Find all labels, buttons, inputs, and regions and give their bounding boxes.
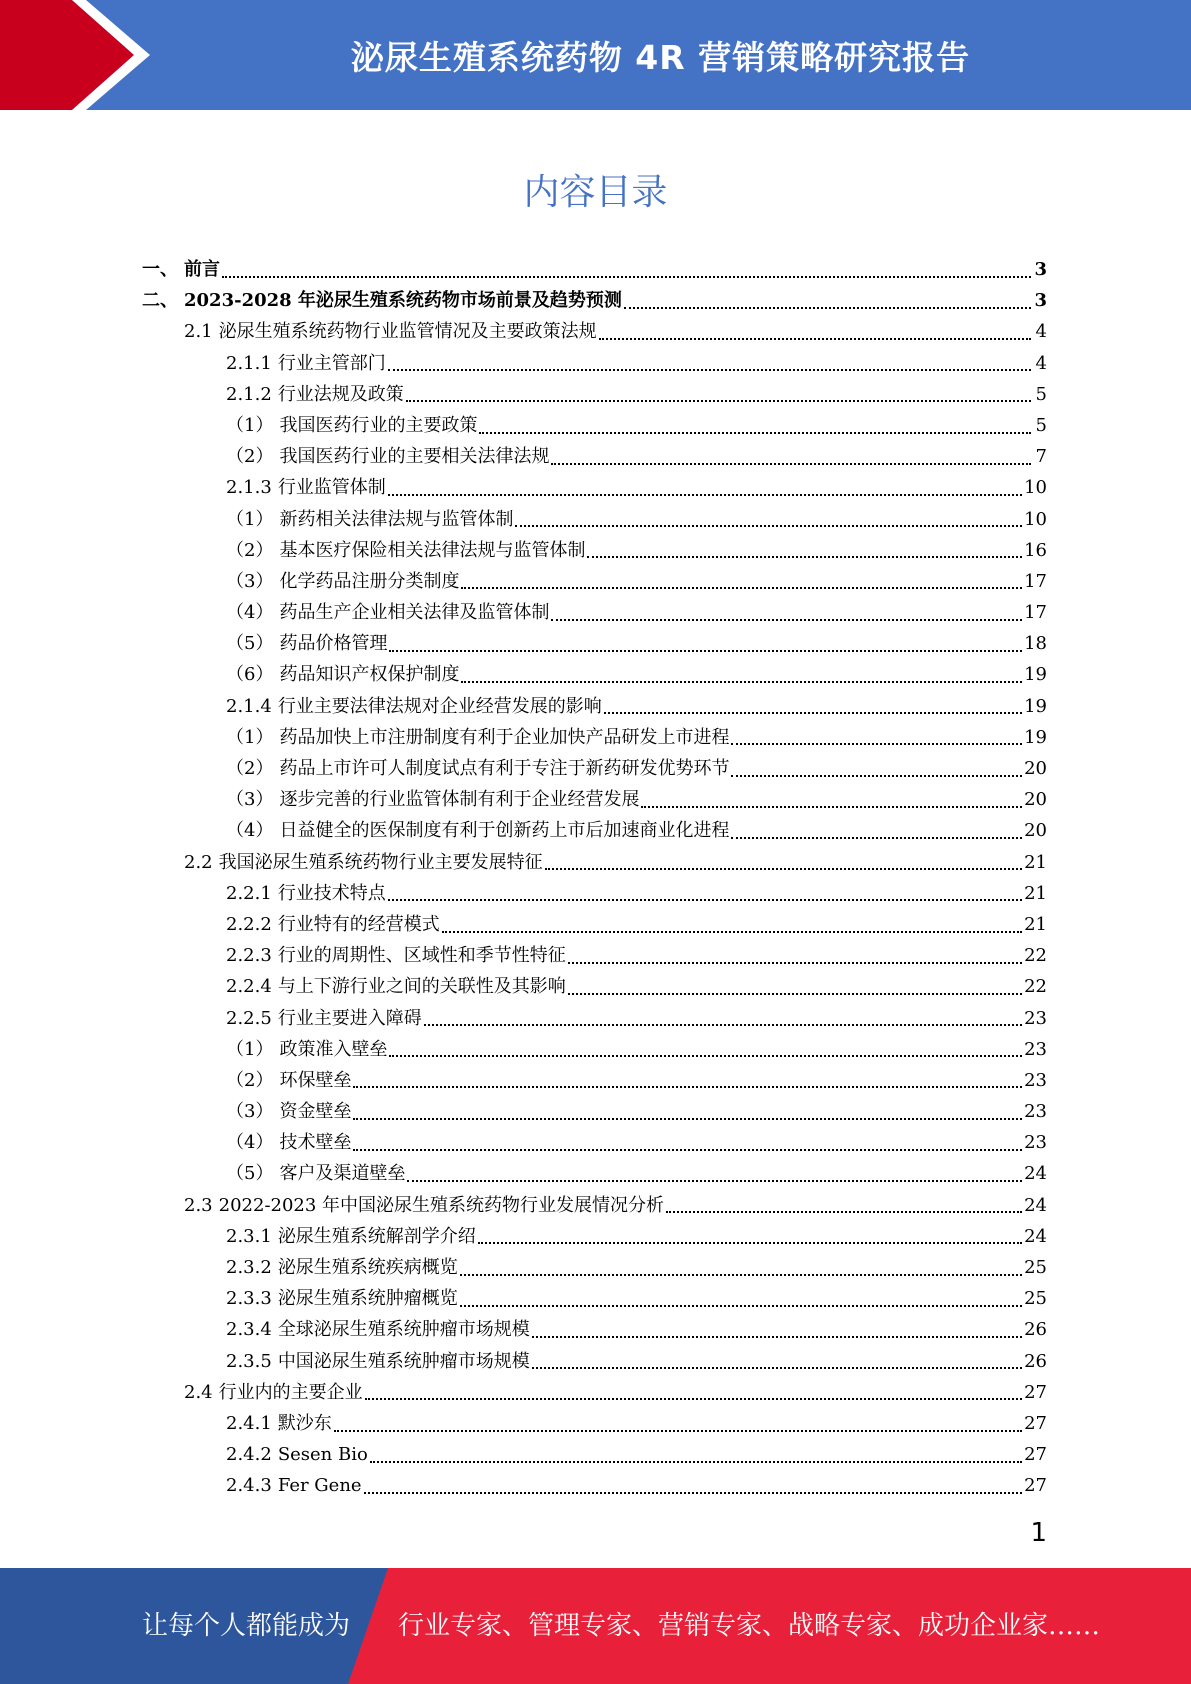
toc-entry-number: （1） <box>226 414 274 436</box>
toc-entry-number: （1） <box>226 1038 274 1060</box>
toc-entry-title: 我国医药行业的主要政策 <box>279 414 478 436</box>
toc-entry-page: 7 <box>1035 446 1047 468</box>
toc-entry-number: （3） <box>226 1101 274 1123</box>
toc-entry-page: 27 <box>1024 1444 1047 1466</box>
toc-entry[interactable] <box>142 566 1047 597</box>
toc-dot-leader <box>353 1118 1022 1120</box>
toc-heading: 内容目录 <box>523 172 668 213</box>
toc-entry[interactable] <box>142 691 1047 722</box>
toc-entry-title: 行业法规及政策 <box>277 383 404 405</box>
toc-dot-leader <box>370 1461 1022 1463</box>
toc-entry-page: 17 <box>1024 602 1047 624</box>
toc-entry[interactable] <box>142 1408 1047 1439</box>
toc-entry-page: 23 <box>1024 1069 1047 1091</box>
toc-entry[interactable] <box>142 254 1047 285</box>
toc-dot-leader <box>407 1180 1022 1182</box>
toc-entry-page: 20 <box>1024 758 1047 779</box>
page-number: 1 <box>1030 1518 1047 1548</box>
toc-entry-number: 2.3.3 <box>226 1288 272 1310</box>
toc-entry-title: 行业技术特点 <box>277 882 386 904</box>
toc-entry[interactable] <box>142 878 1047 909</box>
toc-entry[interactable] <box>142 628 1047 659</box>
toc-entry-page: 18 <box>1024 633 1047 655</box>
toc-entry-title: 化学药品注册分类制度 <box>279 570 460 592</box>
toc-entry-title: 全球泌尿生殖系统肿瘤市场规模 <box>277 1319 530 1341</box>
toc-entry-title: 药品价格管理 <box>279 633 388 655</box>
toc-entry[interactable] <box>142 659 1047 690</box>
toc-entry-number: （4） <box>226 602 274 624</box>
toc-dot-leader <box>442 931 1022 933</box>
toc-dot-leader <box>568 993 1022 995</box>
toc-entry[interactable] <box>142 784 1047 815</box>
toc-entry-number: （3） <box>226 570 274 592</box>
toc-entry-page: 4 <box>1035 352 1047 374</box>
toc-dot-leader <box>389 650 1022 652</box>
toc-entry-title: 泌尿生殖系统解剖学介绍 <box>277 1225 476 1247</box>
toc-dot-leader <box>731 837 1022 839</box>
toc-entry-page: 21 <box>1024 913 1047 935</box>
toc-entry-page: 19 <box>1024 664 1047 686</box>
toc-entry-page: 20 <box>1024 789 1047 811</box>
toc-entry[interactable] <box>142 1439 1047 1470</box>
toc-entry-number: 2.3.5 <box>226 1350 272 1372</box>
toc-entry-number: 2.1.2 <box>226 383 272 405</box>
toc-entry[interactable] <box>142 348 1047 379</box>
toc-entry-number: 2.2.5 <box>226 1007 272 1029</box>
toc-entry-number: 一、 <box>142 259 178 280</box>
toc-entry-title: 药品上市许可人制度试点有利于专注于新药研发优势环节 <box>279 758 730 779</box>
toc-entry-number: 2.3 <box>184 1194 213 1216</box>
toc-entry-title: 我国医药行业的主要相关法律法规 <box>279 446 550 468</box>
toc-entry-title: 行业的周期性、区域性和季节性特征 <box>277 945 566 967</box>
toc-entry-title: 逐步完善的行业监管体制有利于企业经营发展 <box>279 789 640 811</box>
toc-dot-leader <box>532 1367 1022 1369</box>
toc-entry-page: 17 <box>1024 570 1047 592</box>
toc-entry-title: 行业主要进入障碍 <box>277 1007 422 1029</box>
toc-entry-number: （2） <box>226 539 274 561</box>
toc-entry[interactable] <box>142 1003 1047 1034</box>
toc-dot-leader <box>353 1149 1022 1151</box>
toc-dot-leader <box>353 1086 1022 1088</box>
toc-entry[interactable] <box>142 597 1047 628</box>
toc-entry-title: 2022-2023 年中国泌尿生殖系统药物行业发展情况分析 <box>218 1194 665 1216</box>
toc-entry[interactable] <box>142 472 1047 503</box>
toc-dot-leader <box>424 1024 1022 1026</box>
toc-dot-leader <box>334 1430 1022 1432</box>
toc-dot-leader <box>222 276 1031 278</box>
toc-entry-page: 26 <box>1024 1319 1047 1341</box>
toc-entry-title: 药品生产企业相关法律及监管体制 <box>279 602 550 624</box>
toc-entry-number: （2） <box>226 758 274 779</box>
toc-entry-number: （1） <box>226 508 274 530</box>
footer-slogan-left: 让每个人都能成为 <box>142 1611 351 1641</box>
toc-entry[interactable] <box>142 815 1047 846</box>
toc-entry-title: 前言 <box>184 259 220 280</box>
toc-dot-leader <box>406 400 1031 402</box>
toc-entry-page: 19 <box>1024 695 1047 717</box>
toc-entry-title: 泌尿生殖系统疾病概览 <box>277 1257 458 1278</box>
toc-entry-number: （3） <box>226 789 274 811</box>
toc-entry-number: （2） <box>226 1069 274 1091</box>
toc-entry-number: 2.2.3 <box>226 945 272 967</box>
toc-dot-leader <box>641 806 1022 808</box>
toc-entry-title: 行业内的主要企业 <box>218 1381 363 1403</box>
toc-entry-page: 27 <box>1024 1475 1047 1497</box>
toc-entry-page: 5 <box>1035 414 1047 436</box>
toc-dot-leader <box>479 432 1031 434</box>
toc-dot-leader <box>624 307 1031 309</box>
toc-dot-leader <box>731 743 1022 745</box>
toc-dot-leader <box>551 463 1031 465</box>
toc-dot-leader <box>599 338 1031 340</box>
toc-entry-title: 中国泌尿生殖系统肿瘤市场规模 <box>277 1350 530 1372</box>
toc-entry-page: 23 <box>1024 1007 1047 1029</box>
toc-entry-title: 资金壁垒 <box>279 1101 352 1123</box>
toc-entry[interactable] <box>142 1346 1047 1377</box>
table-of-contents <box>142 254 1047 1502</box>
toc-dot-leader <box>388 899 1022 901</box>
toc-entry-title: 与上下游行业之间的关联性及其影响 <box>277 976 566 998</box>
toc-entry-number: 2.3.2 <box>226 1257 272 1278</box>
toc-entry-number: （4） <box>226 820 274 842</box>
toc-dot-leader <box>388 369 1031 371</box>
toc-entry-title: 基本医疗保险相关法律法规与监管体制 <box>279 539 586 561</box>
toc-entry-title: 日益健全的医保制度有利于创新药上市后加速商业化进程 <box>279 820 730 842</box>
toc-entry-page: 22 <box>1024 976 1047 998</box>
toc-dot-leader <box>551 619 1022 621</box>
toc-entry-page: 10 <box>1024 477 1047 499</box>
toc-entry[interactable] <box>142 940 1047 971</box>
toc-entry-number: 2.1.1 <box>226 352 272 374</box>
toc-dot-leader <box>460 1274 1022 1276</box>
toc-dot-leader <box>604 712 1022 714</box>
toc-entry-page: 27 <box>1024 1412 1047 1434</box>
toc-entry-page: 3 <box>1034 259 1047 280</box>
toc-entry-page: 5 <box>1035 383 1047 405</box>
toc-entry[interactable] <box>142 1377 1047 1408</box>
toc-entry[interactable] <box>142 753 1047 784</box>
toc-dot-leader <box>388 494 1022 496</box>
toc-entry[interactable] <box>142 1283 1047 1314</box>
toc-entry[interactable] <box>142 1190 1047 1221</box>
toc-entry[interactable] <box>142 379 1047 410</box>
toc-entry-number: （5） <box>226 633 274 655</box>
toc-entry-page: 25 <box>1024 1288 1047 1310</box>
toc-entry-page: 26 <box>1024 1350 1047 1372</box>
toc-dot-leader <box>532 1336 1022 1338</box>
toc-dot-leader <box>389 1055 1022 1057</box>
toc-entry-page: 10 <box>1024 508 1047 530</box>
toc-entry-page: 27 <box>1024 1381 1047 1403</box>
toc-entry[interactable] <box>142 847 1047 878</box>
toc-entry-title: 泌尿生殖系统肿瘤概览 <box>277 1288 458 1310</box>
toc-dot-leader <box>460 1305 1022 1307</box>
toc-dot-leader <box>364 1492 1023 1494</box>
toc-entry-page: 23 <box>1024 1101 1047 1123</box>
toc-entry-page: 20 <box>1024 820 1047 842</box>
toc-entry-title: 泌尿生殖系统药物行业监管情况及主要政策法规 <box>218 321 597 343</box>
toc-entry-title: 技术壁垒 <box>279 1132 352 1154</box>
toc-entry[interactable] <box>142 1096 1047 1127</box>
toc-entry[interactable] <box>142 535 1047 566</box>
toc-entry-page: 24 <box>1024 1163 1047 1185</box>
toc-entry[interactable] <box>142 1158 1047 1189</box>
toc-entry-title: 行业主管部门 <box>277 352 386 374</box>
toc-entry-page: 23 <box>1024 1038 1047 1060</box>
toc-entry-title: 新药相关法律法规与监管体制 <box>279 508 514 530</box>
toc-entry-number: 2.2.2 <box>226 913 272 935</box>
toc-dot-leader <box>666 1211 1022 1213</box>
toc-entry-number: 2.4.3 <box>226 1475 272 1497</box>
toc-entry-number: 2.1.4 <box>226 695 272 717</box>
toc-dot-leader <box>365 1398 1022 1400</box>
toc-entry-page: 19 <box>1024 726 1047 748</box>
toc-entry-title: 行业监管体制 <box>277 477 386 499</box>
toc-entry[interactable] <box>142 1065 1047 1096</box>
report-title: 泌尿生殖系统药物 4R 营销策略研究报告 <box>350 37 971 77</box>
toc-entry-number: （2） <box>226 446 274 468</box>
page-header <box>0 0 1191 110</box>
toc-entry[interactable] <box>142 316 1047 347</box>
toc-entry-number: （6） <box>226 664 274 686</box>
toc-entry-number: 2.1.3 <box>226 477 272 499</box>
toc-entry-page: 25 <box>1024 1257 1047 1278</box>
toc-entry-page: 3 <box>1034 290 1047 312</box>
toc-entry-title: 行业特有的经营模式 <box>277 913 440 935</box>
toc-entry[interactable] <box>142 1034 1047 1065</box>
toc-entry-number: （1） <box>226 726 274 748</box>
page-footer <box>0 1568 1191 1684</box>
toc-entry-number: 2.1 <box>184 321 213 343</box>
toc-entry-number: 2.2.4 <box>226 976 272 998</box>
toc-entry-page: 21 <box>1024 882 1047 904</box>
toc-entry[interactable] <box>142 504 1047 535</box>
toc-entry-number: 2.2.1 <box>226 882 272 904</box>
toc-entry-number: 2.4.2 <box>226 1444 272 1466</box>
toc-entry-title: 行业主要法律法规对企业经营发展的影响 <box>277 695 602 717</box>
toc-entry-title: 政策准入壁垒 <box>279 1038 388 1060</box>
toc-entry[interactable] <box>142 1470 1047 1501</box>
toc-entry-page: 4 <box>1035 321 1047 343</box>
toc-entry-number: 2.4.1 <box>226 1412 272 1434</box>
toc-dot-leader <box>461 681 1022 683</box>
toc-entry[interactable] <box>142 1221 1047 1252</box>
toc-entry-number: 2.2 <box>184 851 213 873</box>
toc-dot-leader <box>731 775 1022 777</box>
toc-dot-leader <box>587 556 1022 558</box>
toc-entry[interactable] <box>142 410 1047 441</box>
toc-entry-number: 二、 <box>142 290 178 312</box>
toc-entry-number: （4） <box>226 1132 274 1154</box>
toc-entry-number: 2.3.4 <box>226 1319 272 1341</box>
toc-entry-page: 24 <box>1024 1194 1047 1216</box>
toc-entry-title: 默沙东 <box>277 1412 332 1434</box>
toc-entry[interactable] <box>142 285 1047 316</box>
toc-entry-title: 2023-2028 年泌尿生殖系统药物市场前景及趋势预测 <box>184 290 622 312</box>
toc-entry[interactable] <box>142 441 1047 472</box>
toc-entry-number: （5） <box>226 1163 274 1185</box>
toc-entry-title: Sesen Bio <box>277 1444 368 1466</box>
toc-entry-title: 我国泌尿生殖系统药物行业主要发展特征 <box>218 851 543 873</box>
toc-entry-title: 客户及渠道壁垒 <box>279 1163 406 1185</box>
toc-dot-leader <box>478 1242 1022 1244</box>
toc-dot-leader <box>545 868 1022 870</box>
toc-entry-page: 16 <box>1024 539 1047 561</box>
toc-dot-leader <box>461 587 1022 589</box>
toc-entry-title: Fer Gene <box>277 1475 362 1497</box>
toc-entry[interactable] <box>142 722 1047 753</box>
toc-entry[interactable] <box>142 1252 1047 1283</box>
toc-entry-title: 药品知识产权保护制度 <box>279 664 460 686</box>
toc-entry-page: 23 <box>1024 1132 1047 1154</box>
toc-entry-page: 21 <box>1024 851 1047 873</box>
toc-entry-page: 24 <box>1024 1225 1047 1247</box>
toc-entry-number: 2.4 <box>184 1381 213 1403</box>
toc-entry-number: 2.3.1 <box>226 1225 272 1247</box>
toc-entry-title: 环保壁垒 <box>279 1069 352 1091</box>
toc-entry[interactable] <box>142 1314 1047 1345</box>
toc-dot-leader <box>568 962 1022 964</box>
toc-entry[interactable] <box>142 909 1047 940</box>
toc-entry[interactable] <box>142 1127 1047 1158</box>
toc-entry-page: 22 <box>1024 945 1047 967</box>
toc-entry-title: 药品加快上市注册制度有利于企业加快产品研发上市进程 <box>279 726 730 748</box>
footer-slogan-right: 行业专家、管理专家、营销专家、战略专家、成功企业家…… <box>398 1611 1101 1641</box>
toc-dot-leader <box>515 525 1022 527</box>
toc-entry[interactable] <box>142 971 1047 1002</box>
